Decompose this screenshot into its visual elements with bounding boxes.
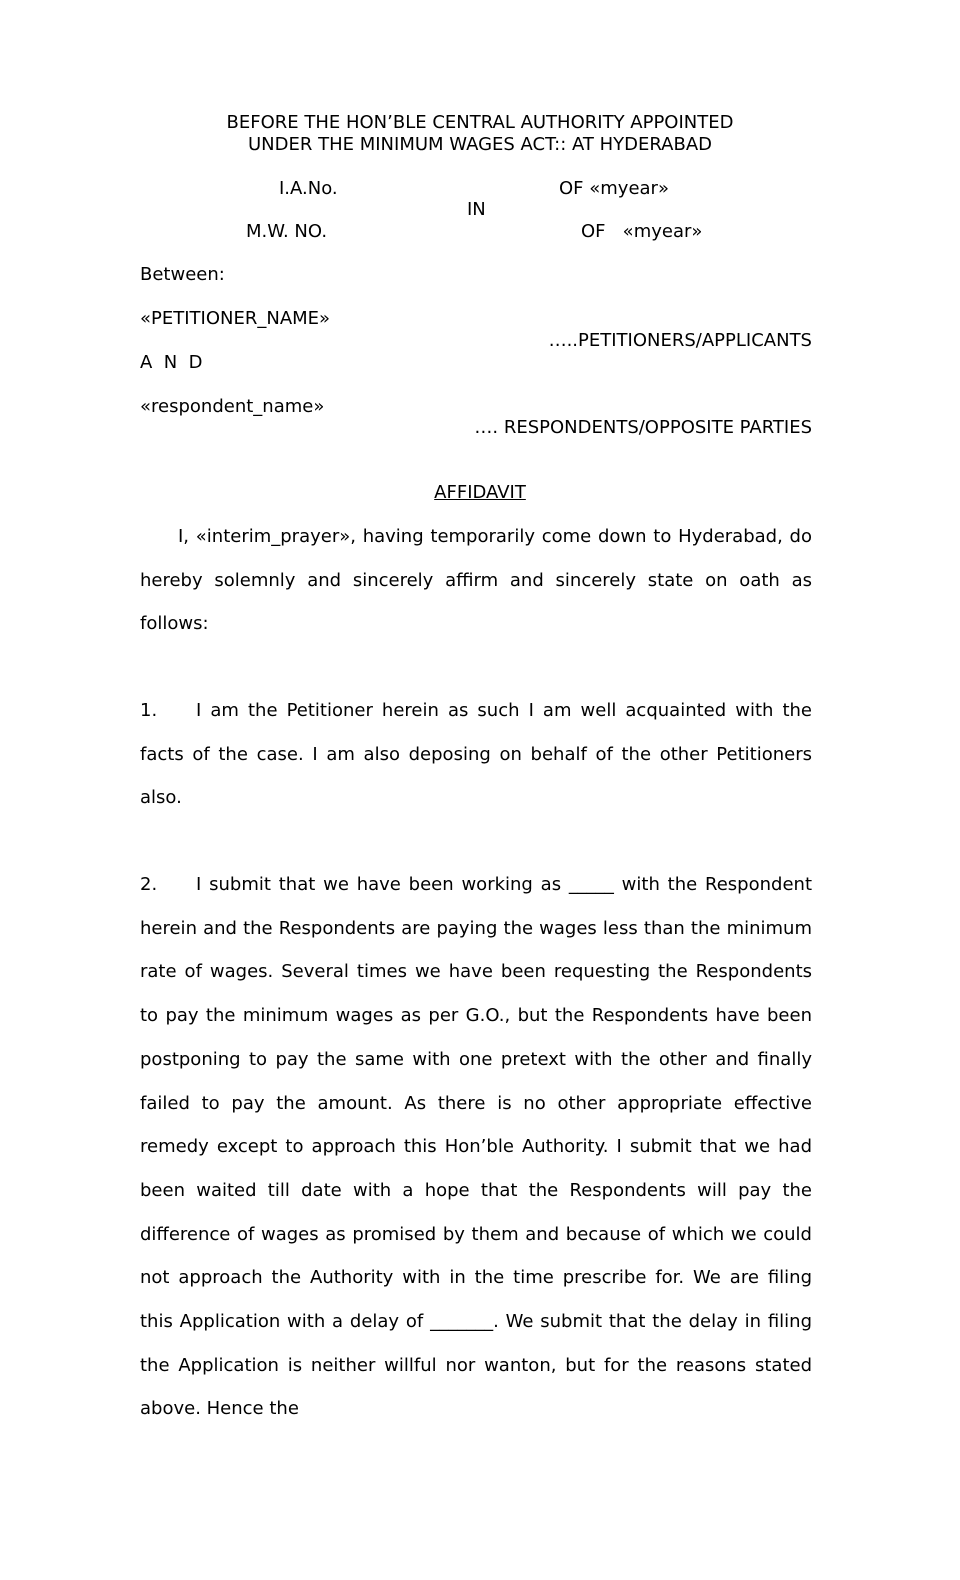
mw-year: OF «myear»	[581, 221, 703, 242]
ia-year: OF «myear»	[559, 178, 669, 199]
respondent-role: …. RESPONDENTS/OPPOSITE PARTIES	[474, 417, 812, 438]
heading-line-2: UNDER THE MINIMUM WAGES ACT:: AT HYDERABAD	[247, 134, 713, 155]
mw-number-label: M.W. NO.	[246, 221, 328, 242]
paragraph-2	[140, 863, 812, 1431]
paragraph-1-text: I am the Petitioner herein as such I am well acquainted with the facts of the case. I am also deposing on behalf of the other Petitioners also.	[140, 700, 812, 809]
affidavit-title: AFFIDAVIT	[434, 482, 526, 503]
paragraph-2-text: I submit that we have been working as _____ with the Respondent herein and the Respondents are paying the wages less than the minimum rate of wages. Several times we have been requesting the Respondents to pay the minimum wages as per G.O., but the Respondents have been postponing to pay the same with one pretext with the other and finally failed to pay the amount. As there is no other appropriate effective remedy except to approach this Hon’ble Authority. I submit that we had been waited till date with a hope that the Respondents will pay the difference of wages as promised by them and because of which we could not approach the Authority with in the time prescribe for. We are filing this Application with a delay of _______. We submit that the delay in filing the Application is neither willful nor wanton, but for the reasons stated above. Hence the	[140, 874, 812, 1420]
paragraph-2-block	[140, 863, 812, 1431]
paragraph-1-block	[140, 689, 812, 820]
petitioner-name: «PETITIONER_NAME»	[140, 308, 331, 329]
affidavit-intro-block	[140, 515, 812, 646]
paragraph-1	[140, 689, 812, 820]
petitioner-role: …..PETITIONERS/APPLICANTS	[548, 330, 812, 351]
paragraph-2-number: 2.	[140, 874, 158, 895]
ia-number-label: I.A.No.	[279, 178, 338, 199]
heading-line-1: BEFORE THE HON’BLE CENTRAL AUTHORITY APPOINTED	[226, 112, 734, 133]
and-label: A N D	[140, 352, 203, 373]
in-label: IN	[467, 199, 486, 220]
paragraph-1-number: 1.	[140, 700, 158, 721]
respondent-name: «respondent_name»	[140, 396, 325, 417]
affidavit-intro: I, «interim_prayer», having temporarily come down to Hyderabad, do hereby solemnly and sincerely affirm and sincerely state on oath as follows:	[140, 526, 812, 635]
between-label: Between:	[140, 264, 225, 285]
